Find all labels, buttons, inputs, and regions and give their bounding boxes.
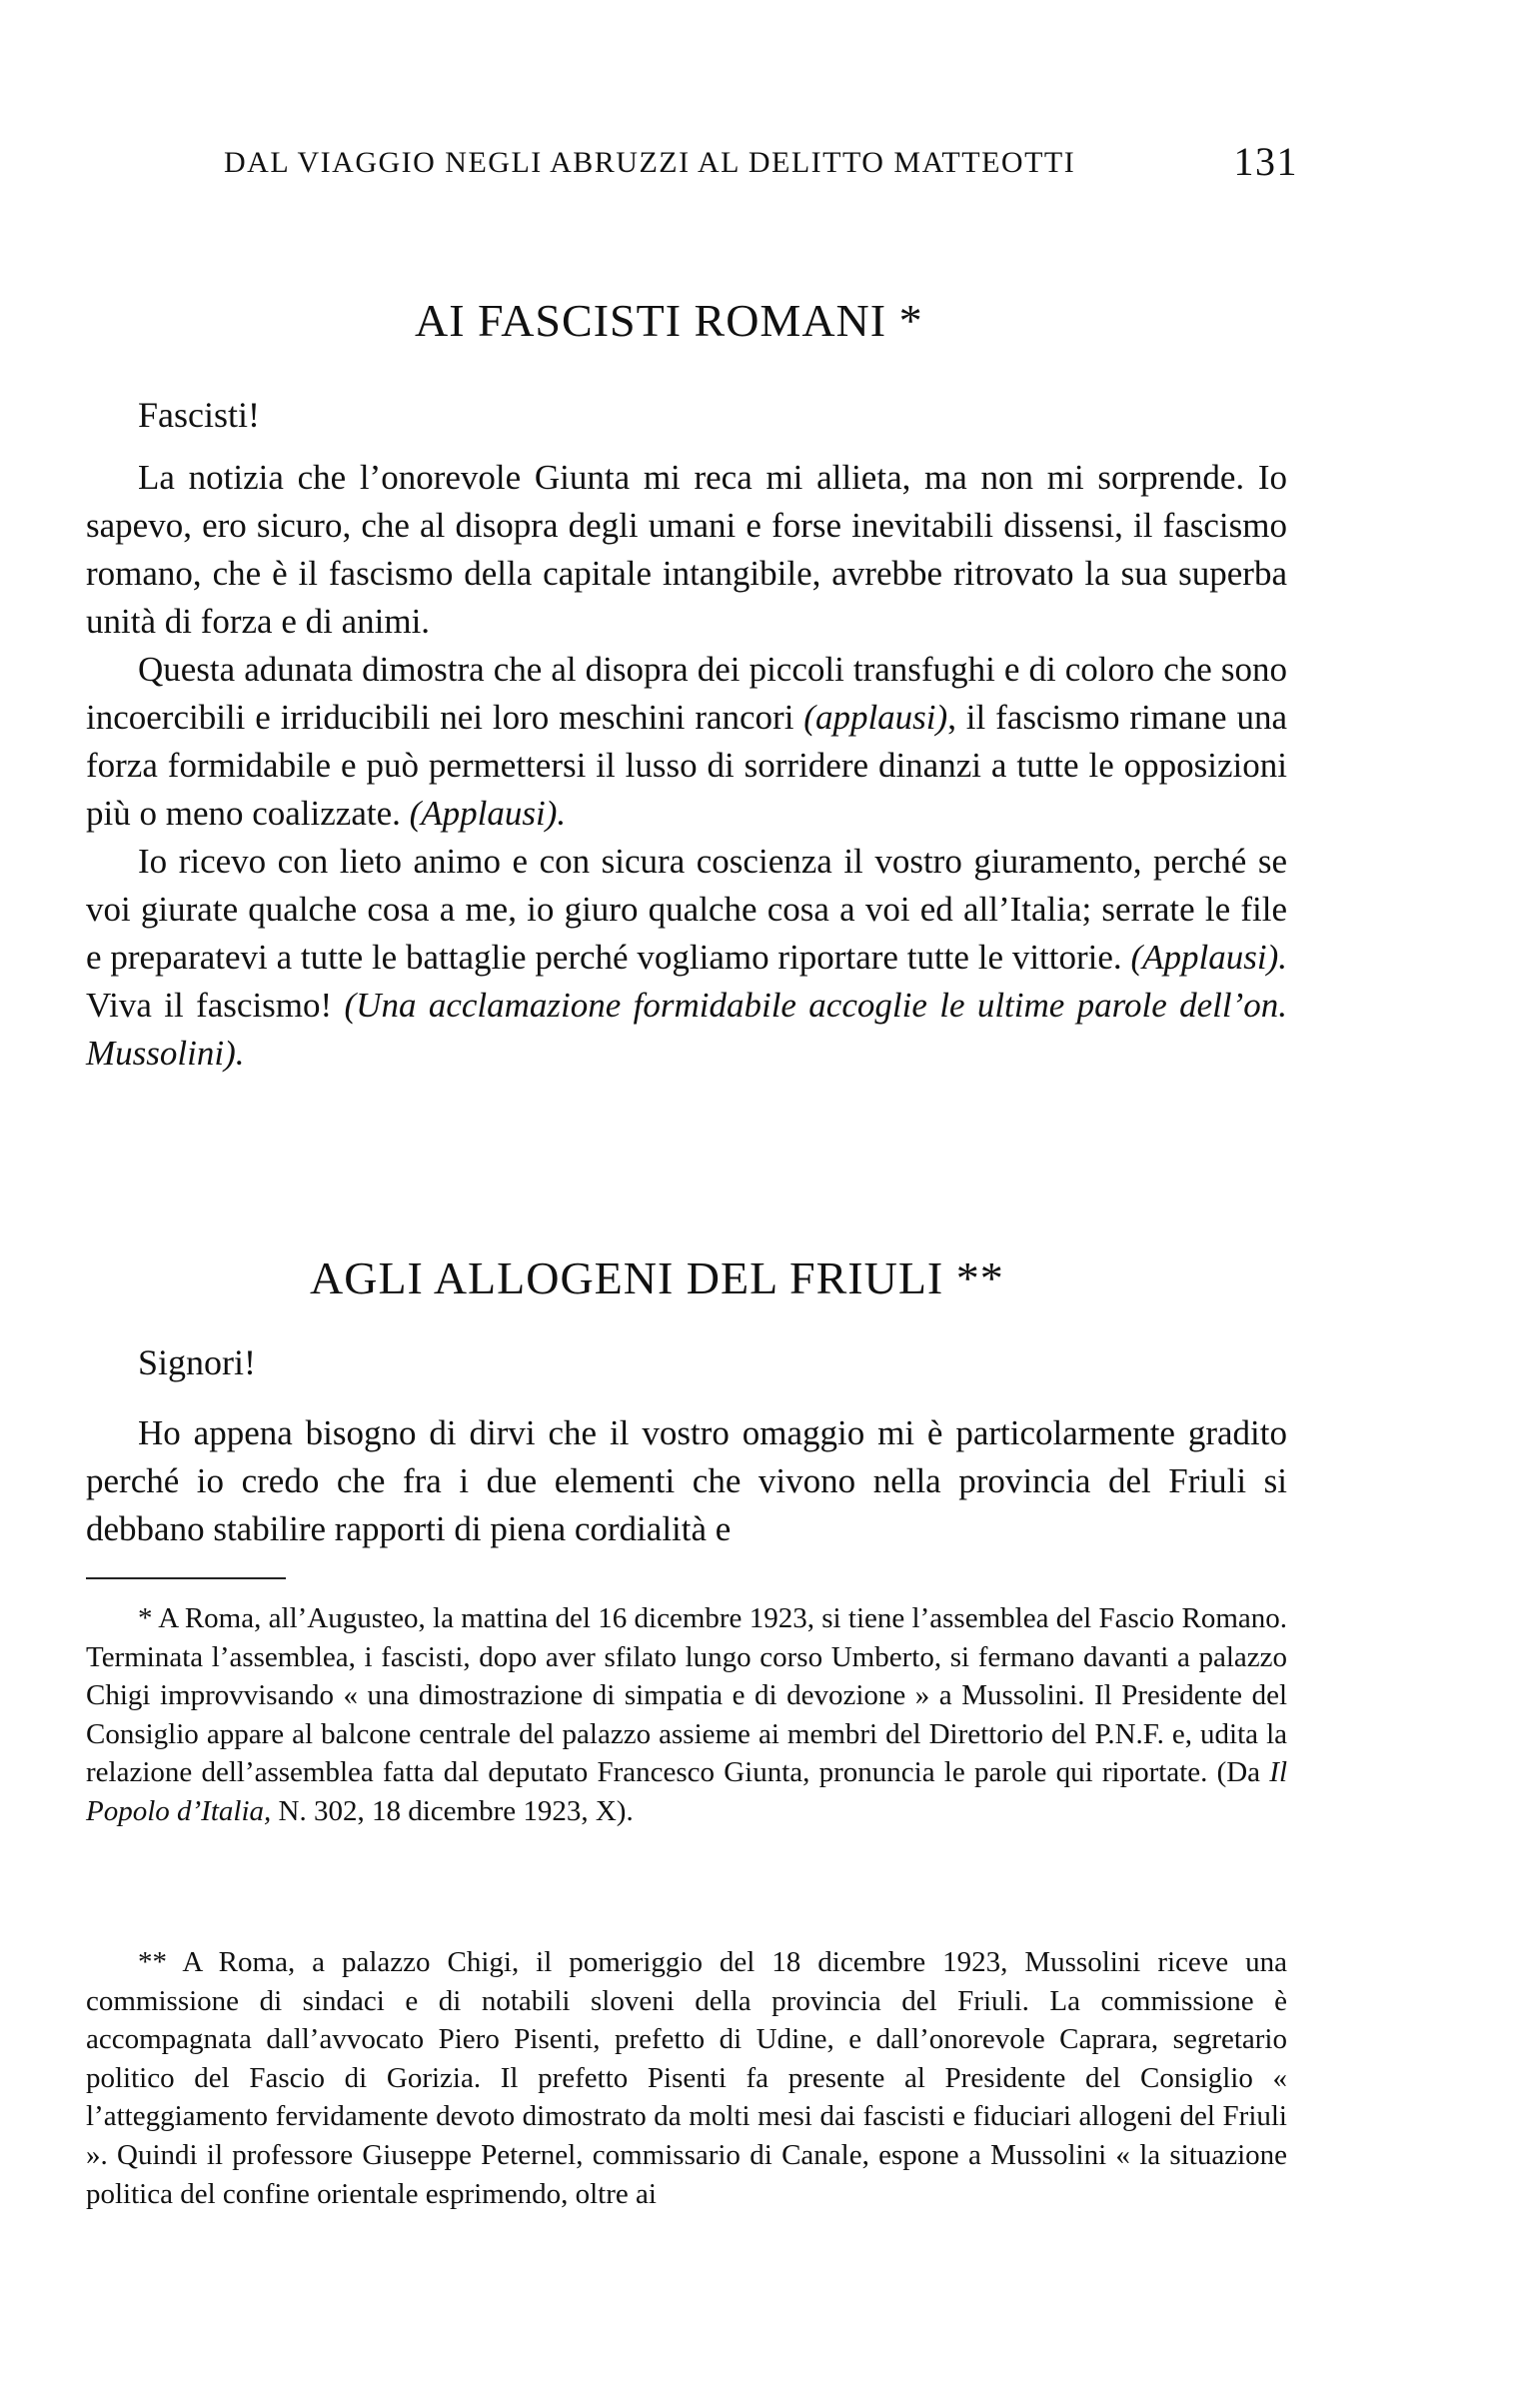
stage-direction: (Applausi). [409,794,567,833]
running-head-title: DAL VIAGGIO NEGLI ABRUZZI AL DELITTO MATTEOTTI [224,146,1076,179]
paragraph [86,838,1287,1078]
speech-body-allogeni-friuli [86,1409,1287,1553]
page-number: 131 [1233,139,1298,184]
paragraph-text: , il fascismo rimane una forza formidabile e può permettersi il lusso di sorridere dinanzi a tutte le opposizioni più o meno coalizzate. [86,698,1287,833]
paragraph-text: Viva il fascismo! [86,986,345,1025]
stage-direction: (applausi) [803,698,948,737]
footnote-paragraph [86,1599,1287,1831]
stage-direction: (Applausi). [1130,938,1287,977]
section-title-ai-fascisti-romani: AI FASCISTI ROMANI * [415,295,923,346]
paragraph-text: Ho appena bisogno di dirvi che il vostro omaggio mi è particolarmente gradito perché io credo che fra i due elementi che vivono nella provincia del Friuli si debbano stabilire rapporti di piena cordialità e [86,1413,1287,1548]
paragraph [86,454,1287,646]
paragraph-text: Io ricevo con lieto animo e con sicura coscienza il vostro giuramento, perché se voi giurate qualche cosa a me, io giuro qualche cosa a voi ed all’Italia; serrate le file e preparatevi a tutte le battaglie perché vogliamo riportare tutte le vittorie. [86,842,1287,977]
paragraph [86,646,1287,838]
footnote-paragraph [86,1943,1287,2213]
section-title-agli-allogeni-del-friuli: AGLI ALLOGENI DEL FRIULI ** [310,1252,1004,1303]
running-head [224,138,1298,188]
footnote-2 [86,1943,1287,2213]
stage-direction: (Una acclamazione formidabile accoglie le ultime parole dell’on. Mussolini). [86,986,1287,1073]
footnote-text: * A Roma, all’Augusteo, la mattina del 16 dicembre 1923, si tiene l’assemblea del Fascio Romano. Terminata l’assemblea, i fascisti, dopo aver sfilato lungo corso Umberto, si fermano davanti a palazzo Chigi improvvisando « una dimostrazione di simpatia e di devozione » a Mussolini. Il Presidente del Consiglio appare al balcone centrale del palazzo assieme ai membri del Direttorio del P.N.F. e, udita la relazione dell’assemblea fatta dal deputato Francesco Giunta, pronuncia le parole qui riportate. (Da [86,1602,1287,1789]
footnote-text: ** A Roma, a palazzo Chigi, il pomeriggio del 18 dicembre 1923, Mussolini riceve una commissione di sindaci e di notabili sloveni della provincia del Friuli. La commissione è accompagnata dall’avvocato Piero Pisenti, prefetto di Udine, e dall’onorevole Caprara, segretario politico del Fascio di Gorizia. Il prefetto Pisenti fa presente al Presidente del Consiglio « l’atteggiamento fervidamente devoto dimostrato da molti mesi dai fascisti e fiduciari allogeni del Friuli ». Quindi il professore Giuseppe Peternel, commissario di Canale, espone a Mussolini « la situazione politica del confine orientale esprimendo, oltre ai [86,1946,1287,2210]
footnote-separator [86,1577,286,1579]
footnote-text: N. 302, 18 dicembre 1923, X). [271,1794,634,1827]
salutation-fascisti: Fascisti! [138,395,260,435]
speech-body-fascisti-romani [86,454,1287,1078]
paragraph-text: La notizia che l’onorevole Giunta mi reca mi allieta, ma non mi sorprende. Io sapevo, ero sicuro, che al disopra degli umani e forse inevitabili dissensi, il fascismo romano, che è il fascismo della capitale intangibile, avrebbe ritrovato la sua superba unità di forza e di animi. [86,458,1287,641]
footnote-1 [86,1599,1287,1831]
newspaper-title: Il Popolo d’Italia, [86,1756,1287,1827]
salutation-signori: Signori! [138,1342,257,1382]
paragraph [86,1409,1287,1553]
paragraph-text: Questa adunata dimostra che al disopra dei piccoli transfughi e di coloro che sono incoercibili e irriducibili nei loro meschini rancori [86,650,1287,737]
